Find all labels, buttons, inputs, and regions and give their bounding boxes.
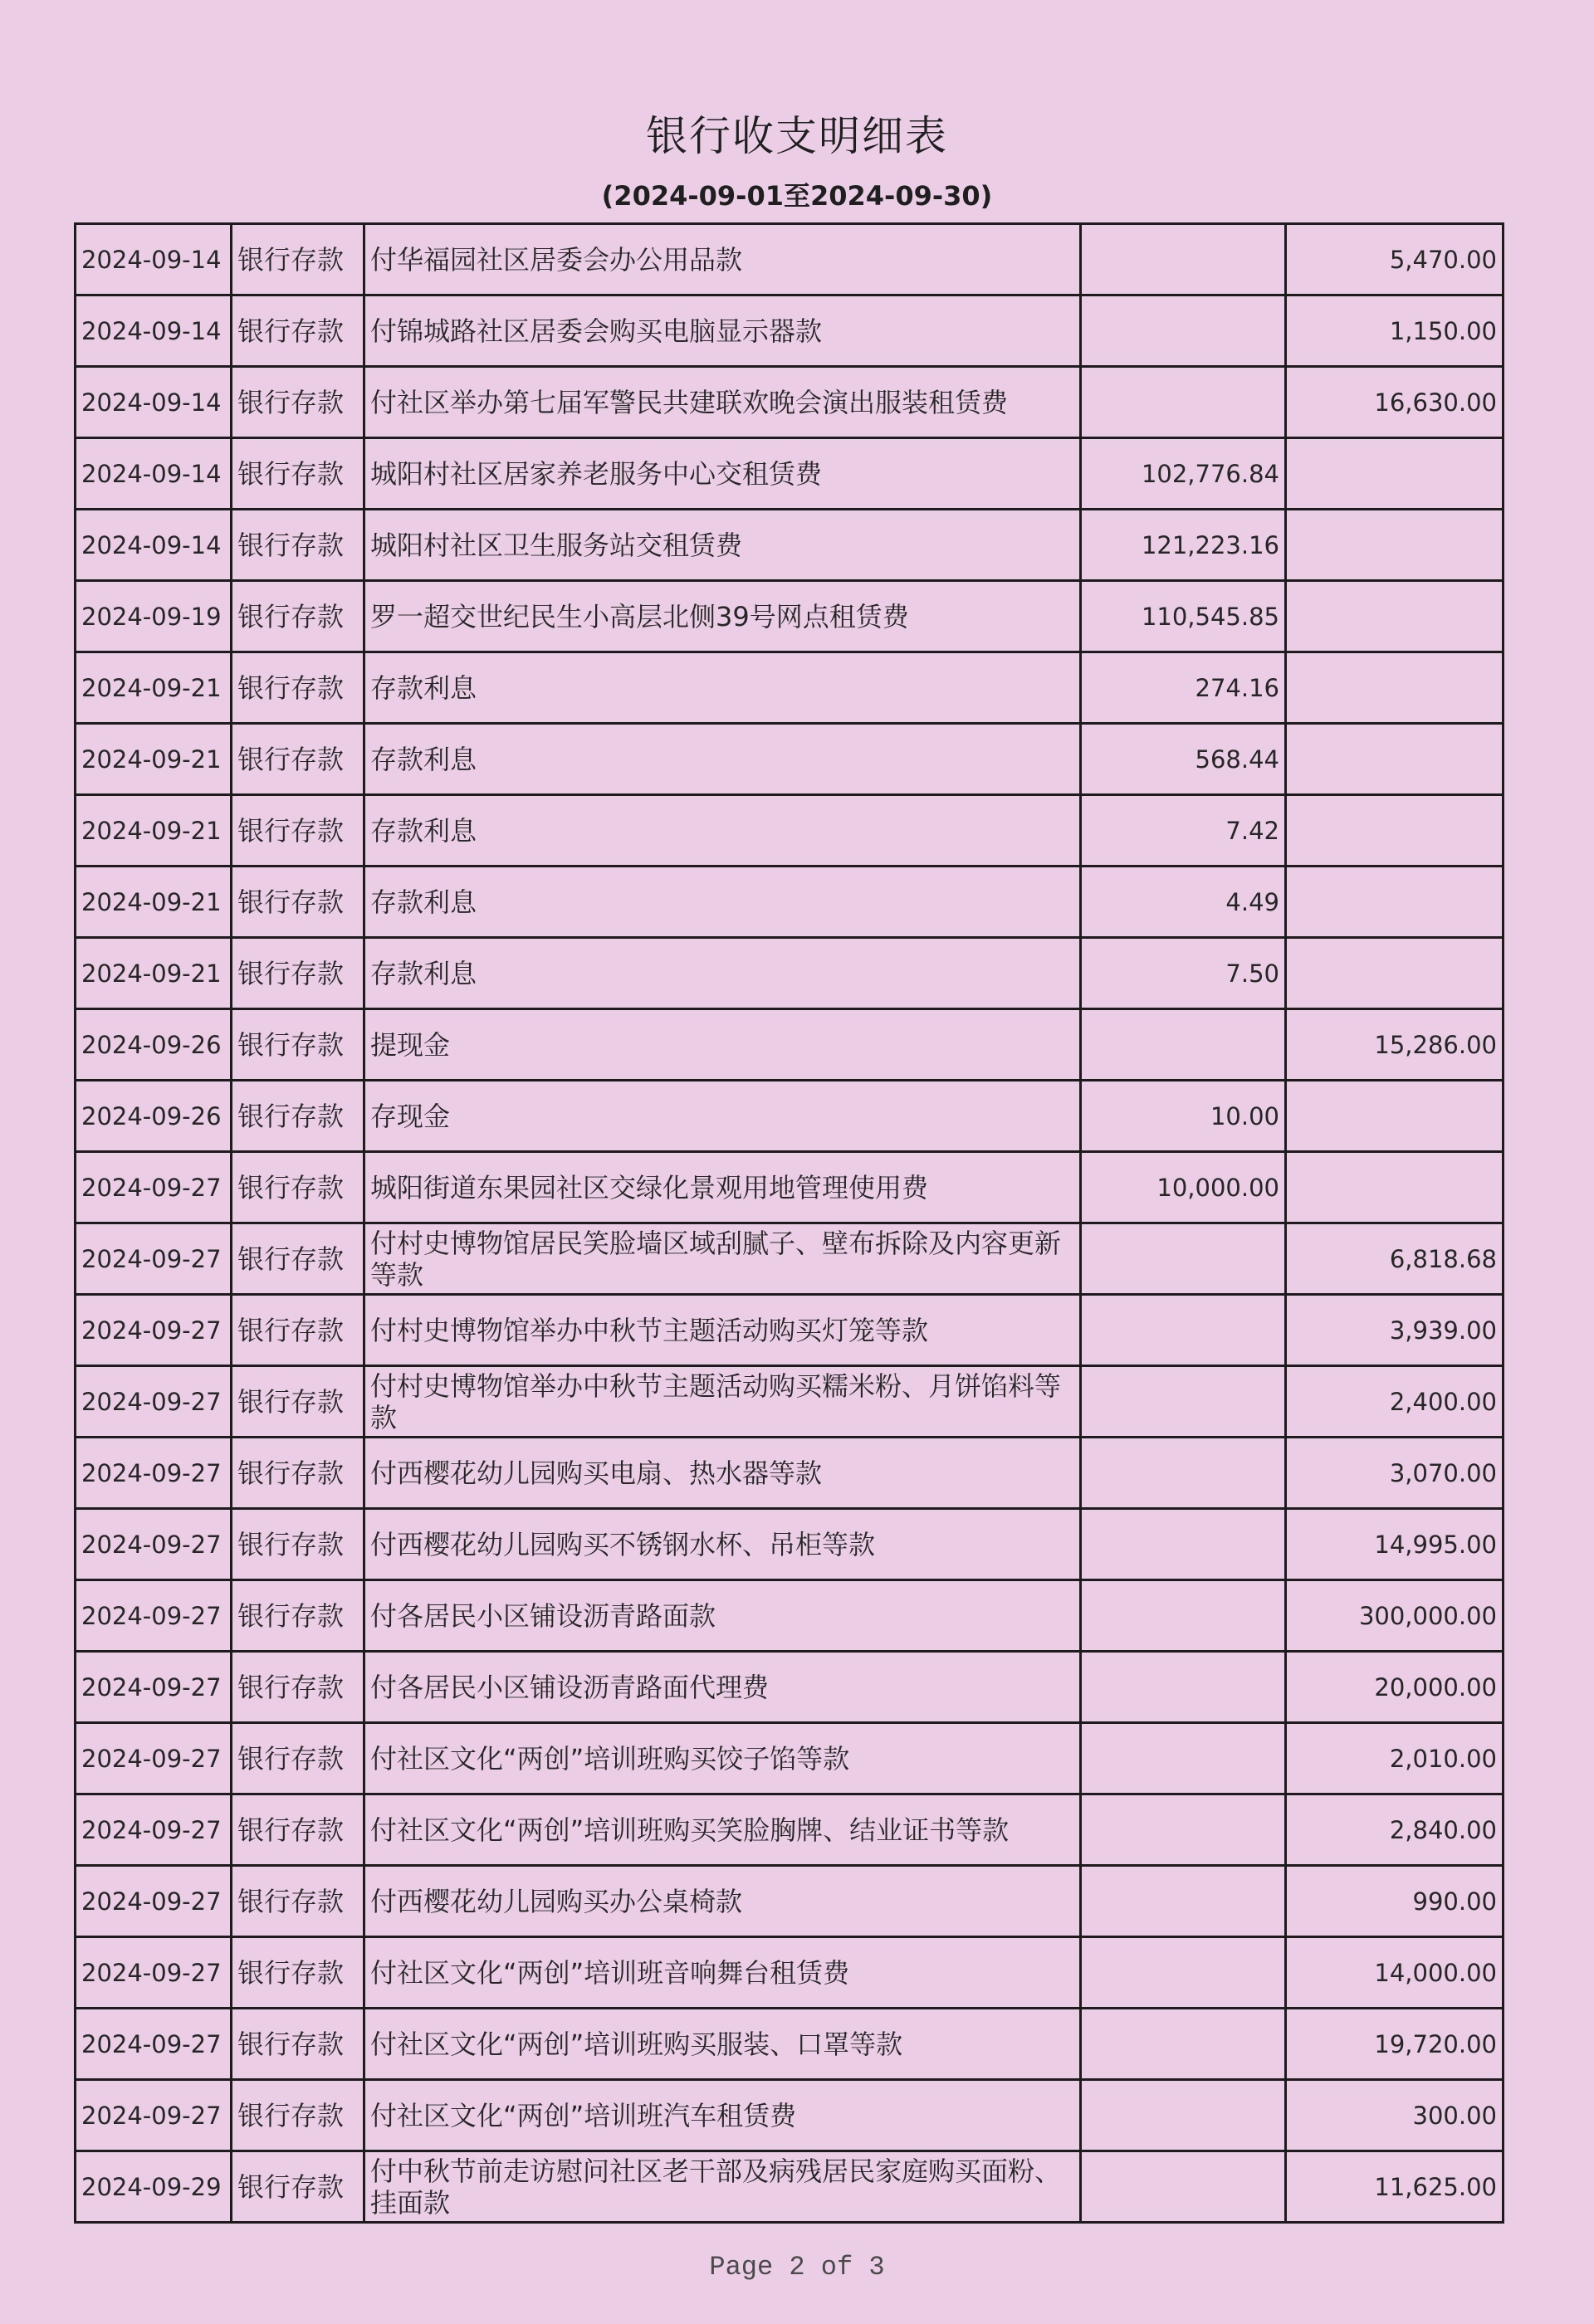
date-cell: 2024-09-27 (76, 1866, 232, 1937)
table-row (76, 367, 1504, 438)
expense-amount-cell (1286, 438, 1504, 510)
table-row (76, 652, 1504, 724)
ledger-body (76, 224, 1504, 2223)
date-cell: 2024-09-21 (76, 867, 232, 938)
income-amount-cell: 10.00 (1081, 1081, 1286, 1152)
income-amount-cell (1081, 1866, 1286, 1937)
summary-cell: 付社区文化“两创”培训班音响舞台租赁费 (364, 1937, 1081, 2009)
account-cell: 银行存款 (232, 2151, 364, 2223)
income-amount-cell: 4.49 (1081, 867, 1286, 938)
expense-amount-cell: 2,010.00 (1286, 1723, 1504, 1794)
account-cell: 银行存款 (232, 1509, 364, 1580)
account-cell: 银行存款 (232, 295, 364, 367)
expense-amount-cell (1286, 652, 1504, 724)
date-cell: 2024-09-14 (76, 367, 232, 438)
summary-cell: 付西樱花幼儿园购买不锈钢水杯、吊柜等款 (364, 1509, 1081, 1580)
summary-cell: 存款利息 (364, 795, 1081, 867)
document-title: 银行收支明细表 (646, 112, 948, 160)
summary-cell: 存款利息 (364, 652, 1081, 724)
income-amount-cell: 7.50 (1081, 938, 1286, 1009)
income-amount-cell (1081, 1723, 1286, 1794)
summary-cell: 存现金 (364, 1081, 1081, 1152)
date-cell: 2024-09-14 (76, 224, 232, 295)
table-row (76, 1081, 1504, 1152)
summary-cell: 付社区文化“两创”培训班汽车租赁费 (364, 2080, 1081, 2151)
account-cell: 银行存款 (232, 1438, 364, 1509)
date-cell: 2024-09-19 (76, 581, 232, 652)
income-amount-cell: 110,545.85 (1081, 581, 1286, 652)
table-row (76, 1866, 1504, 1937)
table-row (76, 724, 1504, 795)
date-cell: 2024-09-27 (76, 1794, 232, 1866)
date-cell: 2024-09-29 (76, 2151, 232, 2223)
expense-amount-cell (1286, 510, 1504, 581)
income-amount-cell: 102,776.84 (1081, 438, 1286, 510)
account-cell: 银行存款 (232, 795, 364, 867)
account-cell: 银行存款 (232, 652, 364, 724)
table-row (76, 795, 1504, 867)
date-cell: 2024-09-14 (76, 295, 232, 367)
date-cell: 2024-09-21 (76, 795, 232, 867)
income-amount-cell (1081, 1438, 1286, 1509)
account-cell: 银行存款 (232, 2080, 364, 2151)
date-cell: 2024-09-27 (76, 1580, 232, 1652)
income-amount-cell (1081, 1223, 1286, 1295)
summary-cell: 付社区举办第七届军警民共建联欢晚会演出服装租赁费 (364, 367, 1081, 438)
date-cell: 2024-09-26 (76, 1081, 232, 1152)
expense-amount-cell: 2,400.00 (1286, 1366, 1504, 1438)
expense-amount-cell: 19,720.00 (1286, 2009, 1504, 2080)
expense-amount-cell (1286, 938, 1504, 1009)
income-amount-cell: 7.42 (1081, 795, 1286, 867)
document-period: (2024-09-01至2024-09-30) (601, 180, 993, 212)
expense-amount-cell (1286, 581, 1504, 652)
account-cell: 银行存款 (232, 1866, 364, 1937)
account-cell: 银行存款 (232, 1723, 364, 1794)
summary-cell: 付村史博物馆举办中秋节主题活动购买灯笼等款 (364, 1295, 1081, 1366)
expense-amount-cell (1286, 724, 1504, 795)
table-row (76, 1438, 1504, 1509)
income-amount-cell (1081, 295, 1286, 367)
table-row (76, 224, 1504, 295)
income-amount-cell (1081, 1295, 1286, 1366)
summary-cell: 城阳村社区居家养老服务中心交租赁费 (364, 438, 1081, 510)
expense-amount-cell (1286, 795, 1504, 867)
table-row (76, 1937, 1504, 2009)
table-row (76, 1009, 1504, 1081)
date-cell: 2024-09-14 (76, 510, 232, 581)
account-cell: 银行存款 (232, 1366, 364, 1438)
income-amount-cell (1081, 367, 1286, 438)
expense-amount-cell: 300,000.00 (1286, 1580, 1504, 1652)
income-amount-cell (1081, 1652, 1286, 1723)
table-row (76, 581, 1504, 652)
account-cell: 银行存款 (232, 1223, 364, 1295)
summary-cell: 罗一超交世纪民生小高层北侧39号网点租赁费 (364, 581, 1081, 652)
income-amount-cell: 10,000.00 (1081, 1152, 1286, 1223)
expense-amount-cell: 20,000.00 (1286, 1652, 1504, 1723)
table-row (76, 510, 1504, 581)
summary-cell: 存款利息 (364, 867, 1081, 938)
account-cell: 银行存款 (232, 224, 364, 295)
income-amount-cell: 274.16 (1081, 652, 1286, 724)
summary-cell: 付华福园社区居委会办公用品款 (364, 224, 1081, 295)
expense-amount-cell (1286, 867, 1504, 938)
table-row (76, 1723, 1504, 1794)
account-cell: 银行存款 (232, 1652, 364, 1723)
table-row (76, 2009, 1504, 2080)
account-cell: 银行存款 (232, 1081, 364, 1152)
expense-amount-cell: 3,070.00 (1286, 1438, 1504, 1509)
date-cell: 2024-09-14 (76, 438, 232, 510)
income-amount-cell (1081, 2009, 1286, 2080)
account-cell: 银行存款 (232, 438, 364, 510)
table-row (76, 1580, 1504, 1652)
date-cell: 2024-09-27 (76, 2080, 232, 2151)
income-amount-cell (1081, 1794, 1286, 1866)
date-cell: 2024-09-27 (76, 1438, 232, 1509)
income-amount-cell (1081, 1009, 1286, 1081)
expense-amount-cell: 14,000.00 (1286, 1937, 1504, 2009)
expense-amount-cell: 3,939.00 (1286, 1295, 1504, 1366)
date-cell: 2024-09-27 (76, 1366, 232, 1438)
expense-amount-cell (1286, 1152, 1504, 1223)
summary-cell: 付西樱花幼儿园购买电扇、热水器等款 (364, 1438, 1081, 1509)
income-amount-cell (1081, 2080, 1286, 2151)
date-cell: 2024-09-21 (76, 938, 232, 1009)
ledger-table (74, 222, 1504, 2224)
account-cell: 银行存款 (232, 1580, 364, 1652)
summary-cell: 付社区文化“两创”培训班购买服装、口罩等款 (364, 2009, 1081, 2080)
account-cell: 银行存款 (232, 581, 364, 652)
summary-cell: 付各居民小区铺设沥青路面代理费 (364, 1652, 1081, 1723)
account-cell: 银行存款 (232, 1794, 364, 1866)
summary-cell: 付各居民小区铺设沥青路面款 (364, 1580, 1081, 1652)
table-row (76, 2080, 1504, 2151)
table-row (76, 1509, 1504, 1580)
table-row (76, 1794, 1504, 1866)
income-amount-cell: 568.44 (1081, 724, 1286, 795)
expense-amount-cell: 11,625.00 (1286, 2151, 1504, 2223)
table-row (76, 867, 1504, 938)
table-row (76, 295, 1504, 367)
account-cell: 银行存款 (232, 367, 364, 438)
income-amount-cell (1081, 1366, 1286, 1438)
date-cell: 2024-09-27 (76, 1509, 232, 1580)
summary-cell: 城阳街道东果园社区交绿化景观用地管理使用费 (364, 1152, 1081, 1223)
expense-amount-cell: 990.00 (1286, 1866, 1504, 1937)
date-cell: 2024-09-27 (76, 1152, 232, 1223)
income-amount-cell (1081, 1580, 1286, 1652)
expense-amount-cell: 15,286.00 (1286, 1009, 1504, 1081)
expense-amount-cell: 2,840.00 (1286, 1794, 1504, 1866)
account-cell: 银行存款 (232, 1009, 364, 1081)
summary-cell: 付村史博物馆居民笑脸墙区域刮腻子、壁布拆除及内容更新等款 (364, 1223, 1081, 1295)
date-cell: 2024-09-27 (76, 2009, 232, 2080)
expense-amount-cell (1286, 1081, 1504, 1152)
account-cell: 银行存款 (232, 938, 364, 1009)
date-cell: 2024-09-21 (76, 652, 232, 724)
table-row (76, 1366, 1504, 1438)
table-row (76, 1223, 1504, 1295)
date-cell: 2024-09-27 (76, 1937, 232, 2009)
summary-cell: 存款利息 (364, 724, 1081, 795)
expense-amount-cell: 1,150.00 (1286, 295, 1504, 367)
summary-cell: 城阳村社区卫生服务站交租赁费 (364, 510, 1081, 581)
income-amount-cell: 121,223.16 (1081, 510, 1286, 581)
account-cell: 银行存款 (232, 510, 364, 581)
account-cell: 银行存款 (232, 867, 364, 938)
summary-cell: 付西樱花幼儿园购买办公桌椅款 (364, 1866, 1081, 1937)
date-cell: 2024-09-21 (76, 724, 232, 795)
expense-amount-cell: 5,470.00 (1286, 224, 1504, 295)
date-cell: 2024-09-26 (76, 1009, 232, 1081)
account-cell: 银行存款 (232, 2009, 364, 2080)
table-row (76, 1152, 1504, 1223)
summary-cell: 付社区文化“两创”培训班购买笑脸胸牌、结业证书等款 (364, 1794, 1081, 1866)
summary-cell: 提现金 (364, 1009, 1081, 1081)
table-row (76, 2151, 1504, 2223)
summary-cell: 付锦城路社区居委会购买电脑显示器款 (364, 295, 1081, 367)
income-amount-cell (1081, 2151, 1286, 2223)
income-amount-cell (1081, 224, 1286, 295)
page-number: Page 2 of 3 (709, 2252, 885, 2282)
income-amount-cell (1081, 1509, 1286, 1580)
date-cell: 2024-09-27 (76, 1223, 232, 1295)
expense-amount-cell: 14,995.00 (1286, 1509, 1504, 1580)
account-cell: 银行存款 (232, 1152, 364, 1223)
table-row (76, 938, 1504, 1009)
expense-amount-cell: 16,630.00 (1286, 367, 1504, 438)
table-row (76, 438, 1504, 510)
date-cell: 2024-09-27 (76, 1652, 232, 1723)
summary-cell: 付中秋节前走访慰问社区老干部及病残居民家庭购买面粉、挂面款 (364, 2151, 1081, 2223)
date-cell: 2024-09-27 (76, 1295, 232, 1366)
table-row (76, 1652, 1504, 1723)
account-cell: 银行存款 (232, 1295, 364, 1366)
expense-amount-cell: 300.00 (1286, 2080, 1504, 2151)
expense-amount-cell: 6,818.68 (1286, 1223, 1504, 1295)
account-cell: 银行存款 (232, 724, 364, 795)
date-cell: 2024-09-27 (76, 1723, 232, 1794)
summary-cell: 存款利息 (364, 938, 1081, 1009)
summary-cell: 付村史博物馆举办中秋节主题活动购买糯米粉、月饼馅料等款 (364, 1366, 1081, 1438)
account-cell: 银行存款 (232, 1937, 364, 2009)
income-amount-cell (1081, 1937, 1286, 2009)
table-row (76, 1295, 1504, 1366)
summary-cell: 付社区文化“两创”培训班购买饺子馅等款 (364, 1723, 1081, 1794)
